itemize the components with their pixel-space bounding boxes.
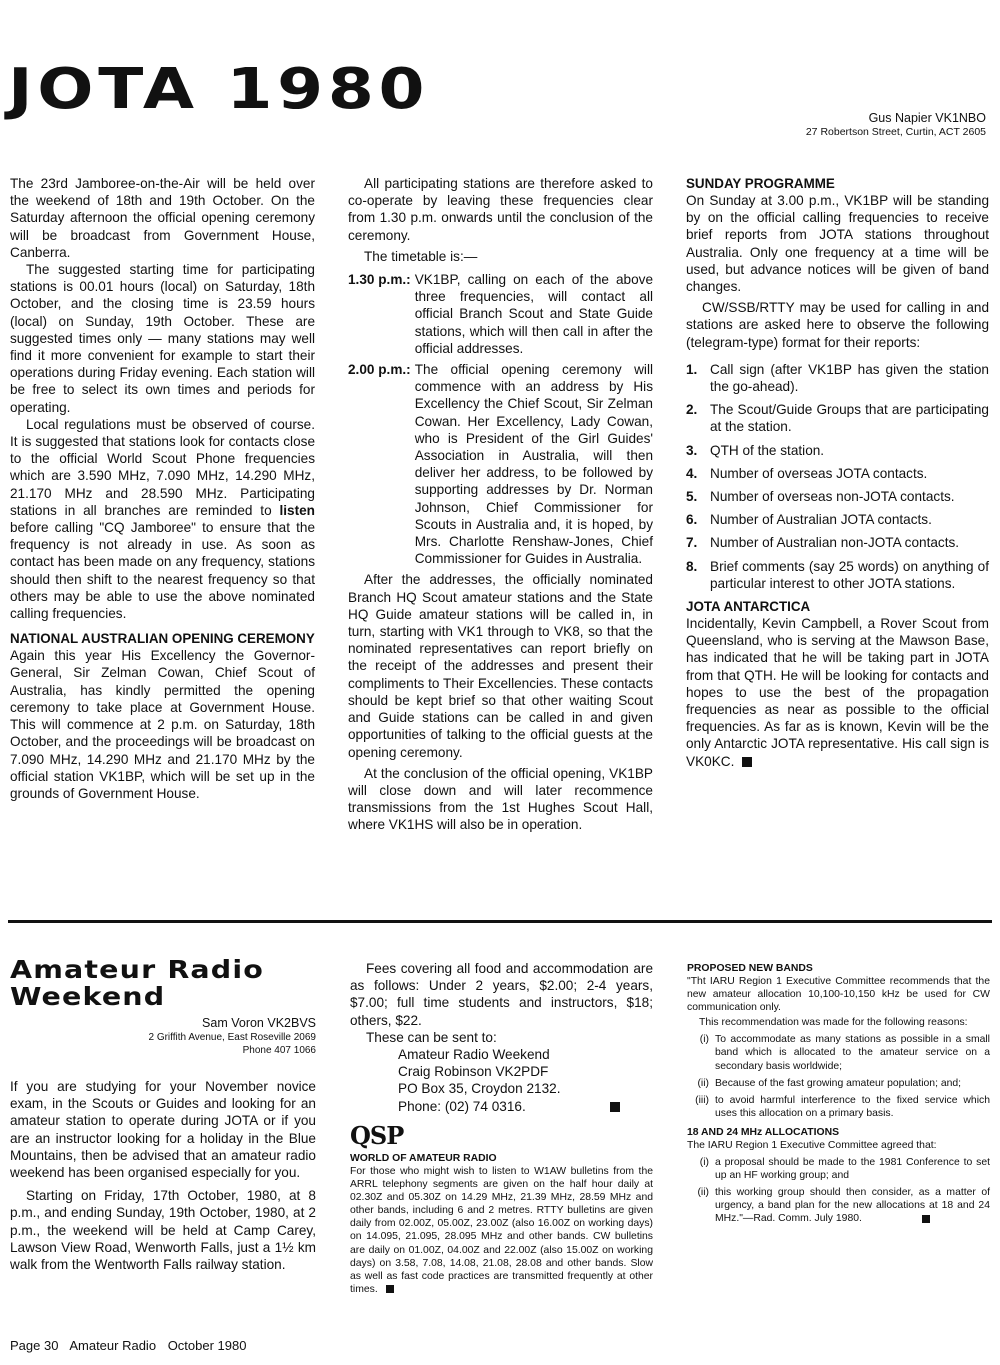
weekend-column-2: [350, 960, 653, 1149]
page-footer: [10, 1338, 254, 1353]
list-item: 2. The Scout/Guide Groups that are participating at the station.: [686, 402, 989, 435]
jota-column-2: [348, 175, 653, 834]
list-item: 6. Number of Australian JOTA contacts.: [686, 512, 932, 528]
timetable-entry: [348, 271, 653, 357]
section-divider: [8, 920, 992, 923]
paragraph: These can be sent to:: [366, 1029, 497, 1045]
paragraph: Local regulations must be observed of course. It is suggested that stations look for contacts close to the official World Scout Phone frequencies which are 3.590 MHz, 7.090 MHz, 14.290 MHz, 21.170 MHz and 28.590 MHz. Participating stations in all branches are reminded to listen before calling "CQ Jamboree" to ensure that the frequency is not already in use. As soon as contact has been made on any frequency, stations should then shift to the nearest frequency so that others may be able to use the above nominated calling frequencies.: [10, 416, 315, 622]
weekend-column-1: [10, 1078, 316, 1273]
list-item: 3. QTH of the station.: [686, 442, 825, 458]
paragraph: CW/SSB/RTTY may be used for calling in and stations are asked here to observe the following (telegram-type) format for their reports:: [686, 300, 989, 350]
alloc-list: [687, 1156, 990, 1225]
paragraph: The IARU Region 1 Executive Committee agreed that:: [687, 1139, 937, 1151]
list-item: 5. Number of overseas non-JOTA contacts.: [686, 489, 955, 505]
paragraph: At the conclusion of the official opening, VK1BP will close down and will later recommence transmissions from the 1st Hughes Scout Hall, where VK1HS will also be in operation.: [348, 765, 653, 833]
paragraph: All participating stations are therefore asked to co-operate by leaving these frequencies clear from 1.30 p.m. onwards until the conclusion of the ceremony.: [348, 176, 653, 243]
paragraph: For those who might wish to listen to W1AW bulletins from the ARRL telephony segments are given on the half hour daily at 02.30Z and 05.30Z on 14.29 MHz, 21.39 MHz, 28.59 MHz and other bands, including 6 and 2 metres. RTTY bulletins are given daily from 02.00Z, 05.00Z, 23.00Z (also 16.00Z on working days) on 14.095, 21.095, 28.095 MHz and other bands. CW bulletins are daily on 01.00Z, 04.00Z and 22.00Z (also 15.00Z on working days) on 3.58, 7.08, 14.08, 21.08, 28.08 and other bands. Slow as well as fast code practices are transmitted frequently at other times.: [350, 1166, 653, 1295]
list-item: 4. Number of overseas JOTA contacts.: [686, 465, 928, 481]
paragraph: Starting on Friday, 17th October, 1980, at 8 p.m., and ending Sunday, 19th October, 1980, at 2 p.m., the weekend will be held at Camp Carey, Lawson View Road, Wenworth Falls, just a 1½ km walk from the Wentworth Falls railway station.: [10, 1188, 316, 1273]
timetable-text: The official opening ceremony will commence with an address by His Excellency the Chief Scout, Sir Zelman Cowan. Her Excellency, Lady Cowan, who is President of the Girl Guides' Association in Australia, will then deliver her address, to be followed by supporting addresses by Dr. Norman Johnson, Chief Commissioner for Scouts in Australia and, it is hoped, by Mrs. Charlotte Renshaw-Jones, Chief Commissioner for Guides in Australia.: [414, 362, 653, 567]
author-address: 2 Griffith Avenue, East Roseville 2069: [148, 1032, 316, 1043]
end-mark-icon: [610, 1102, 620, 1112]
paragraph: The suggested starting time for participating stations is 00.01 hours (local) on Saturday, 18th October, and the closing time is 23.59 hours (local) on Sunday, 19th October. These are suggested times only — many stations may well find it more convenient for example to start their operations during Friday evening. Each station will be free to select its own times and periods for operating.: [10, 262, 315, 415]
section-heading-bands: PROPOSED NEW BANDS: [687, 963, 813, 974]
list-item: (ii) this working group should then consider, as a matter of urgency, a band plan for the new allocations at 18 and 24 MHz."—Rad. Comm. July 1980.: [697, 1187, 990, 1225]
jota-column-1: [10, 175, 315, 802]
paragraph: If you are studying for your November novice exam, in the Scouts or Guides and looking for an amateur station to operate during JOTA or if you are an instructor looking for a holiday in the Blue Mountains, then be advised that an amateur radio weekend has been organised especially for you.: [10, 1079, 316, 1181]
paragraph: Fees covering all food and accommodation are as follows: Under 2 years, $2.00; 2-4 years, $7.00; full time students and instructors, $18; others, $22.: [350, 961, 653, 1028]
list-item: (i) a proposal should be made to the 1981 Conference to set up an HF working group; and: [699, 1157, 990, 1182]
mailing-address: Amateur Radio Weekend Craig Robinson VK2PDF PO Box 35, Croydon 2132. Phone: (02) 74 0316.: [398, 1046, 653, 1115]
page-number: Page 30: [10, 1338, 59, 1353]
list-item: (ii) Because of the fast growing amateur population; and;: [697, 1077, 962, 1089]
author-name: Sam Voron VK2BVS: [202, 1016, 316, 1030]
list-item: 1. Call sign (after VK1BP has given the station the go-ahead).: [686, 361, 989, 395]
list-item: (i) To accommodate as many stations as possible in a small band which is allocated to the amateur service on a secondary basis worldwide;: [699, 1034, 990, 1072]
list-item: 8. Brief comments (say 25 words) on anything of particular interest to other JOTA stations.: [686, 558, 989, 591]
paragraph: This recommendation was made for the following reasons:: [699, 1017, 968, 1029]
byline-jota: [806, 110, 986, 139]
author-address: 27 Robertson Street, Curtin, ACT 2605: [805, 126, 986, 138]
paragraph: "Tht IARU Region 1 Executive Committee recommends that the new amateur allocation 10,100-10,150 kHz be used for CW communication only.: [687, 976, 990, 1014]
timetable-text: VK1BP, calling on each of the above three frequencies, will contact all official Branch Scout and State Guide stations, which will then call in after the official addresses.: [414, 272, 653, 356]
jota-column-3: [686, 175, 989, 770]
author-name: Gus Napier VK1NBO: [868, 111, 986, 125]
magazine-name: Amateur Radio: [69, 1338, 157, 1353]
timetable-time: 1.30 p.m.:: [348, 272, 411, 288]
paragraph: After the addresses, the officially nominated Branch HQ Scout amateur stations and the State HQ Guide amateur stations will be called in, in turn, starting with VK1 through to VK8, so that the nominated representatives can report briefly on the receipt of the addresses and present their compliments to Their Excellencies. These contacts should be kept brief so that other waiting Scout and Guide stations can be called in and given opportunities of talking to the official guests at the opening ceremony.: [348, 572, 653, 760]
reasons-list: [687, 1033, 990, 1120]
list-item: (iii) to avoid harmful interference to the fixed service which uses this allocation on a primary basis.: [695, 1094, 990, 1119]
end-mark-icon: [922, 1215, 930, 1223]
author-phone: Phone 407 1066: [242, 1045, 316, 1056]
paragraph: The 23rd Jamboree-on-the-Air will be held over the weekend of 18th and 19th October. On the Saturday afternoon the official opening ceremony will be broadcast from Government House, Canberra.: [10, 176, 315, 260]
qsp-logo: QSP: [350, 1120, 404, 1150]
paragraph: Again this year His Excellency the Governor-General, Sir Zelman Cowan, Chief Scout of Australia, has kindly permitted the opening ceremony to take place at Government House. This will commence at 2 p.m. on Saturday, 18th October, and the proceedings will be broadcast on 7.090 MHz, 14.290 MHz and 21.170 MHz by the official station VK1BP, which will be set up in the grounds of Government House.: [10, 648, 315, 801]
paragraph: The timetable is:—: [364, 248, 478, 264]
report-format-list: [686, 361, 989, 592]
qsp-bands-column: [687, 962, 990, 1230]
qsp-world-section: [350, 1152, 653, 1296]
byline-weekend: [10, 1016, 316, 1057]
timetable-time: 2.00 p.m.:: [348, 362, 411, 378]
article-title-jota: JOTA 1980: [8, 57, 430, 122]
end-mark-icon: [742, 757, 752, 767]
issue-date: October 1980: [167, 1338, 247, 1353]
section-heading-sunday: SUNDAY PROGRAMME: [686, 176, 835, 191]
end-mark-icon: [386, 1285, 394, 1293]
timetable-entry: [348, 361, 653, 567]
section-heading-antarctica: JOTA ANTARCTICA: [686, 599, 811, 615]
paragraph: Incidentally, Kevin Campbell, a Rover Scout from Queensland, who is serving at the Mawson Base, has indicated that he will be taking part in JOTA from that QTH. He will be looking for contacts and hopes to use the best of the propagation frequencies as near as possible to the official frequencies. As far as is known, Kevin will be the only Antarctic JOTA representative. His call sign is VK0KC.: [686, 616, 989, 769]
section-heading-world: WORLD OF AMATEUR RADIO: [350, 1153, 497, 1164]
section-heading-opening: NATIONAL AUSTRALIAN OPENING CEREMONY: [10, 631, 315, 647]
paragraph: On Sunday at 3.00 p.m., VK1BP will be standing by on the official calling frequencies to receive brief reports from JOTA stations throughout Australia. Only one frequency at a time will be used, but advance notices will be given of band changes.: [686, 193, 989, 295]
list-item: 7. Number of Australian non-JOTA contacts.: [686, 535, 960, 551]
section-heading-alloc: 18 AND 24 MHz ALLOCATIONS: [687, 1126, 840, 1138]
article-title-weekend: Amateur Radio Weekend: [10, 955, 264, 1011]
